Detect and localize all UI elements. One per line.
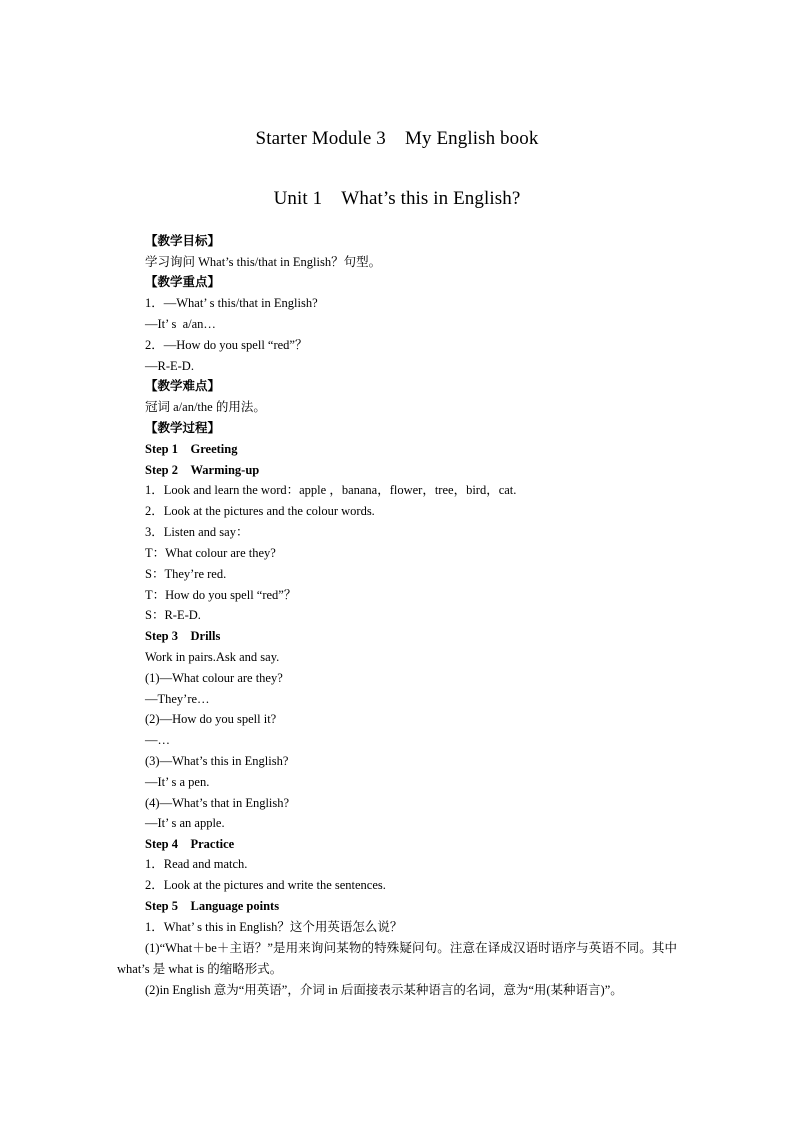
key-point-line: 2．—How do you spell “red”？ (145, 338, 308, 352)
step-line: 2．Look at the pictures and the colour words. (145, 504, 375, 518)
step-heading: Step 3 Drills (145, 629, 221, 643)
section-heading-objectives: 【教学目标】 (145, 234, 221, 248)
step-line: 1．Read and match. (145, 857, 248, 871)
language-point-line: 1．What’ s this in English？这个用英语怎么说？ (145, 920, 403, 934)
step-heading: Step 5 Language points (145, 899, 280, 913)
drill-line: —It’ s a pen. (145, 775, 210, 789)
section-heading-process: 【教学过程】 (145, 421, 221, 435)
drill-line: —… (145, 733, 170, 747)
document-title: Starter Module 3 My English book (255, 128, 539, 149)
drill-line: (4)—What’s that in English? (145, 796, 290, 810)
drill-line: —It’ s an apple. (145, 816, 225, 830)
drill-line: —They’re… (145, 692, 210, 706)
key-point-line: 1．—What’ s this/that in English? (145, 296, 318, 310)
step-heading: Step 2 Warming-up (145, 463, 260, 477)
step-line: Work in pairs.Ask and say. (145, 650, 280, 664)
step-heading: Step 4 Practice (145, 837, 235, 851)
key-point-line: —It’ s a/an… (145, 317, 216, 331)
dialogue-line: T：How do you spell “red”？ (145, 588, 297, 602)
drill-line: (2)—How do you spell it? (145, 712, 277, 726)
dialogue-line: S：R-E-D. (145, 608, 201, 622)
step-line: 3．Listen and say： (145, 525, 249, 539)
dialogue-line: S：They’re red. (145, 567, 227, 581)
step-line: 2．Look at the pictures and write the sentences. (145, 878, 386, 892)
step-line: 1．Look and learn the word：apple ，banana，flower，tree，bird，cat. (145, 483, 517, 497)
unit-title: Unit 1 What’s this in English? (273, 188, 521, 209)
drill-line: (1)—What colour are they? (145, 671, 283, 685)
language-point-paragraph: (1)“What＋be＋主语？”是用来询问某物的特殊疑问句。注意在译成汉语时语序与英语不同。其中 what’s 是 what is 的缩略形式。 (117, 941, 677, 976)
section-heading-key-points: 【教学重点】 (145, 275, 221, 289)
drill-line: (3)—What’s this in English? (145, 754, 289, 768)
key-point-line: —R-E-D. (145, 359, 194, 373)
difficulty-text: 冠词 a/an/the 的用法。 (145, 400, 266, 414)
dialogue-line: T：What colour are they? (145, 546, 276, 560)
step-heading: Step 1 Greeting (145, 442, 238, 456)
objective-text: 学习询问 What’s this/that in English？句型。 (145, 255, 382, 269)
section-heading-difficulties: 【教学难点】 (145, 379, 221, 393)
language-point-paragraph: (2)in English 意为“用英语”，介词 in 后面接表示某种语言的名词，意为“用(某种语言)”。 (145, 983, 623, 997)
